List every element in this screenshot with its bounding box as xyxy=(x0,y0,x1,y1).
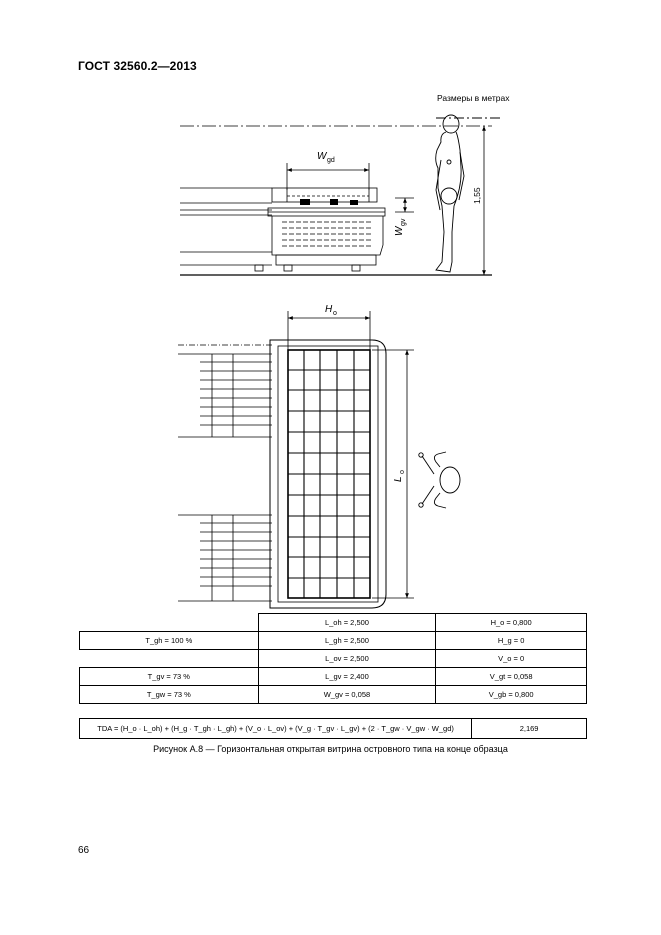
table-cell xyxy=(80,650,259,668)
table-row xyxy=(80,614,587,632)
table-row xyxy=(80,668,587,686)
table-row xyxy=(80,632,587,650)
table-cell: T_gw = 73 % xyxy=(80,686,259,704)
left-case-rows xyxy=(200,354,272,601)
table-row xyxy=(80,650,587,668)
table-cell xyxy=(80,614,259,632)
table-cell: V_o = 0 xyxy=(436,650,587,668)
elevation-labels xyxy=(317,151,482,236)
elevation-view xyxy=(180,115,500,275)
wgd-label: W xyxy=(317,151,327,162)
table-cell: L_oh = 2,500 xyxy=(258,614,436,632)
tda-value: 2,169 xyxy=(472,719,587,739)
table-cell: H_o = 0,800 xyxy=(436,614,587,632)
ho-sub: o xyxy=(333,310,337,317)
table-cell: V_gb = 0,800 xyxy=(436,686,587,704)
wgd-sub: gd xyxy=(327,157,335,164)
table-cell: L_ov = 2,500 xyxy=(258,650,436,668)
table-cell: L_gh = 2,500 xyxy=(258,632,436,650)
table-cell: H_g = 0 xyxy=(436,632,587,650)
plan-view xyxy=(178,311,460,608)
human-figure-side xyxy=(436,115,500,272)
tda-table xyxy=(79,718,587,739)
table-row xyxy=(80,686,587,704)
parameters-table xyxy=(79,613,587,704)
human-figure-top xyxy=(419,452,460,508)
document-header: ГОСТ 32560.2—2013 xyxy=(78,59,197,73)
table-cell: V_gt = 0,058 xyxy=(436,668,587,686)
table-cell: W_gv = 0,058 xyxy=(258,686,436,704)
plan-grid xyxy=(288,350,370,598)
page-number: 66 xyxy=(78,845,90,856)
height-label: 1,55 xyxy=(472,187,482,204)
ho-label: H xyxy=(325,304,333,315)
lo-sub: o xyxy=(399,470,406,474)
wgv-label: W xyxy=(394,226,405,236)
lo-label: L xyxy=(393,476,404,482)
units-note: Размеры в метрах xyxy=(437,93,510,103)
tda-formula: TDA = (H_o · L_oh) + (H_g · T_gh · L_gh) + (V_o · L_ov) + (V_g · T_gv · L_gv) + (2 · T_gw · V_gw · W_gd) xyxy=(80,719,472,739)
wgv-sub: gv xyxy=(400,218,407,226)
figure-caption: Рисунок А.8 — Горизонтальная открытая витрина островного типа на конце образца xyxy=(153,744,508,754)
table-cell: T_gv = 73 % xyxy=(80,668,259,686)
table-cell: L_gv = 2,400 xyxy=(258,668,436,686)
table-cell: T_gh = 100 % xyxy=(80,632,259,650)
table-row xyxy=(80,719,587,739)
